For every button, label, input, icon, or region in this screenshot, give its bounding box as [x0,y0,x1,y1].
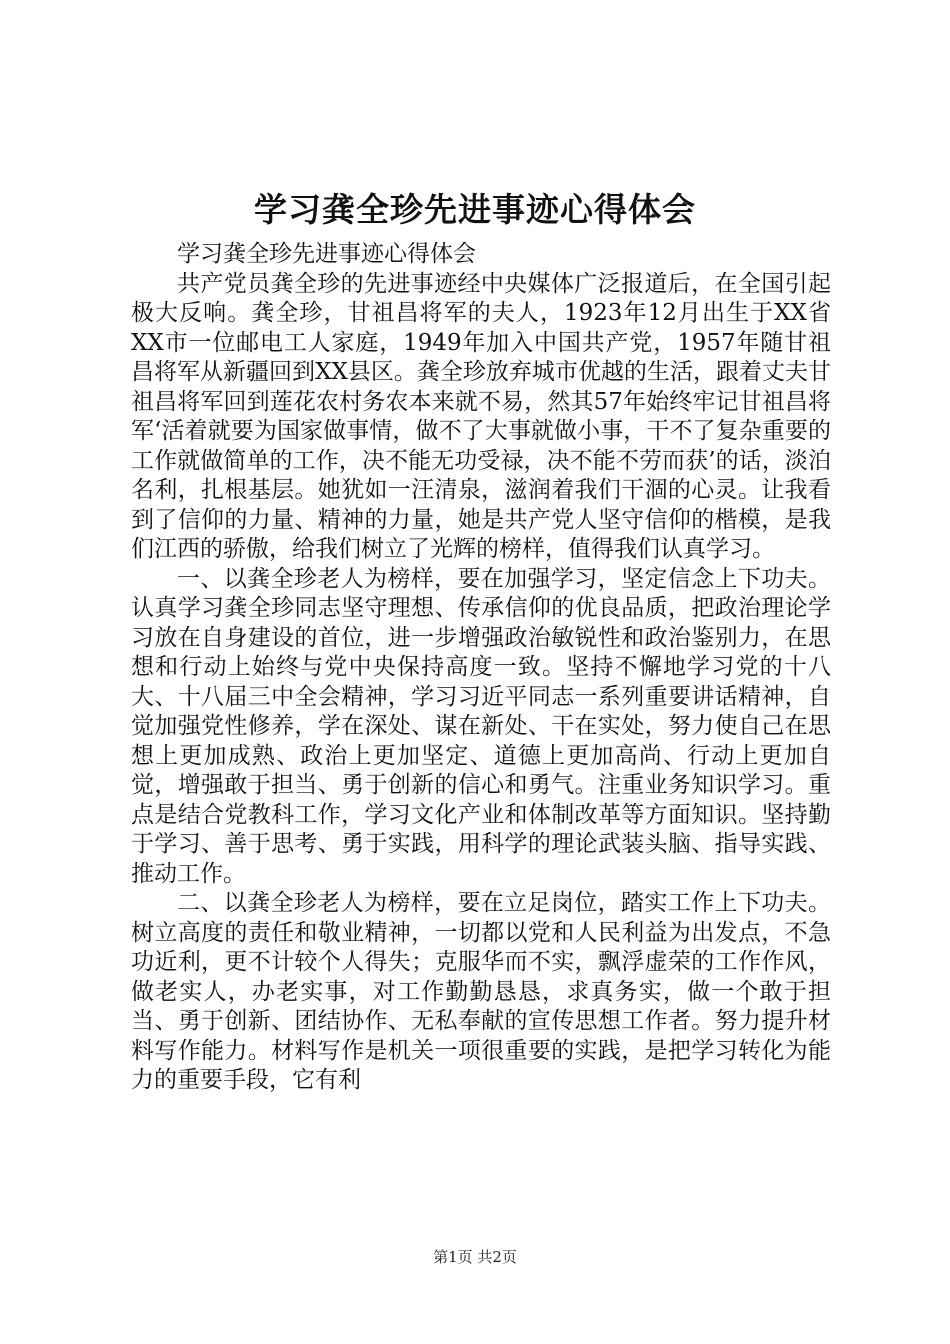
paragraph-section-one: 一、以龚全珍老人为榜样，要在加强学习，坚定信念上下功夫。认真学习龚全珍同志坚守理想、传承信仰的优良品质，把政治理论学习放在自身建设的首位，进一步增强政治敏锐性和政治鉴别力，在思想和行动上始终与党中央保持高度一致。坚持不懈地学习党的十八大、十八届三中全会精神，学习习近平同志一系列重要讲话精神，自觉加强党性修养，学在深处、谋在新处、干在实处，努力使自己在思想上更加成熟、政治上更加坚定、道德上更加高尚、行动上更加自觉，增强敢于担当、勇于创新的信心和勇气。注重业务知识学习。重点是结合党教科工作，学习文化产业和体制改革等方面知识。坚持勤于学习、善于思考、勇于实践，用科学的理论武装头脑、指导实践、推动工作。 [131,565,831,887]
page-number-footer: 第1页 共2页 [433,1248,517,1266]
paragraph-section-two: 二、以龚全珍老人为榜样，要在立足岗位，踏实工作上下功夫。树立高度的责任和敬业精神，一切都以党和人民利益为出发点，不急功近利，更不计较个人得失；克服华而不实，飘浮虚荣的工作作风，做老实人，办老实事，对工作勤勤恳恳，求真务实，做一个敢于担当、勇于创新、团结协作、无私奉献的宣传思想工作者。努力提升材料写作能力。材料写作是机关一项很重要的实践，是把学习转化为能力的重要手段，它有利 [131,890,831,1093]
document-title: 学习龚全珍先进事迹心得体会 [254,190,696,229]
document-body [131,240,831,1096]
paragraph-intro: 共产党员龚全珍的先进事迹经中央媒体广泛报道后，在全国引起极大反响。龚全珍，甘祖昌将军的夫人，1923年12月出生于XX省XX市一位邮电工人家庭，1949年加入中国共产党，1957年随甘祖昌将军从新疆回到XX县区。龚全珍放弃城市优越的生活，跟着丈夫甘祖昌将军回到莲花农村务农本来就不易，然其57年始终牢记甘祖昌将军‘活着就要为国家做事情，做不了大事就做小事，干不了复杂重要的工作就做简单的工作，决不能无功受禄，决不能不劳而获’的话，淡泊名利，扎根基层。她犹如一汪清泉，滋润着我们干涸的心灵。让我看到了信仰的力量、精神的力量，她是共产党人坚守信仰的楷模，是我们江西的骄傲，给我们树立了光辉的榜样，值得我们认真学习。 [131,270,831,562]
paragraph-subtitle: 学习龚全珍先进事迹心得体会 [177,241,476,267]
